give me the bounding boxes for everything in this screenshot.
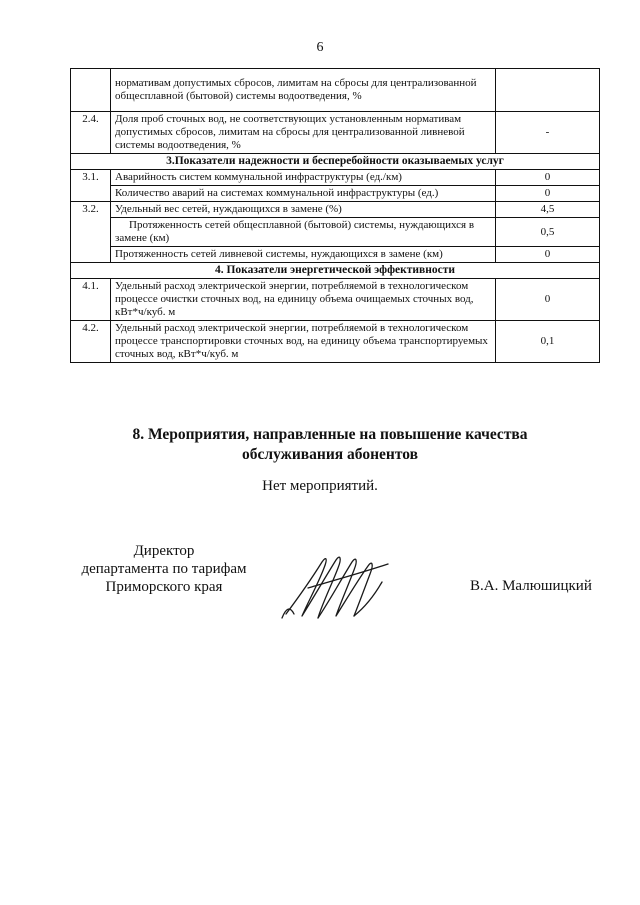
signatory-name: В.А. Малюшицкий (470, 578, 592, 594)
indicators-table (70, 68, 600, 363)
row-number (71, 69, 111, 112)
row-text: Аварийность систем коммунальной инфраструктуры (ед./км) (111, 170, 496, 186)
row-value (496, 69, 600, 112)
row-value: 4,5 (496, 202, 600, 218)
signatory-position (44, 542, 284, 596)
handwritten-signature-icon (278, 548, 398, 626)
section-header-row (71, 263, 600, 279)
row-value: 0 (496, 279, 600, 321)
section-8-title (100, 425, 560, 465)
table-row (71, 321, 600, 363)
position-line: Приморского края (105, 579, 223, 595)
row-text: Доля проб сточных вод, не соответствующих установленным нормативам допустимых сбросов, лимитам на сбросы для централизованной ливневой системы водоотведения, % (111, 112, 496, 154)
table-row (71, 69, 600, 112)
row-text: Удельный расход электрической энергии, потребляемой в технологическом процессе очистки сточных вод, на единицу объема очищаемых сточных вод, кВт*ч/куб. м (111, 279, 496, 321)
position-line: департамента по тарифам (81, 561, 247, 577)
row-number: 3.1. (71, 170, 111, 202)
row-text: Удельный вес сетей, нуждающихся в замене (%) (111, 202, 496, 218)
row-text: нормативам допустимых сбросов, лимитам на сбросы для централизованной общесплавной (бытовой) системы водоотведения, % (111, 69, 496, 112)
position-line: Директор (133, 543, 195, 559)
row-text (111, 218, 496, 247)
row-text: Удельный расход электрической энергии, потребляемой в технологическом процессе транспортировки сточных вод, на единицу объема транспортируемых сточных вод, кВт*ч/куб. м (111, 321, 496, 363)
row-value: 0 (496, 186, 600, 202)
section-header-row (71, 154, 600, 170)
section-title: 4. Показатели энергетической эффективности (71, 263, 600, 279)
table-row (71, 186, 600, 202)
row-text: Количество аварий на системах коммунальной инфраструктуры (ед.) (111, 186, 496, 202)
row-number: 2.4. (71, 112, 111, 154)
row-value: 0 (496, 170, 600, 186)
row-number: 4.2. (71, 321, 111, 363)
section-8-body: Нет мероприятий. (262, 478, 378, 494)
row-value: 0 (496, 247, 600, 263)
row-value: 0,1 (496, 321, 600, 363)
table-row (71, 112, 600, 154)
section-8-title-line2: обслуживания абонентов (242, 446, 418, 463)
row-text-content: Протяженность сетей общесплавной (бытовой) системы, нуждающихся в замене (км) (115, 219, 475, 244)
section-8-title-line1: 8. Мероприятия, направленные на повышение качества (132, 426, 528, 443)
row-value: - (496, 112, 600, 154)
table-row (71, 279, 600, 321)
page-number: 6 (316, 40, 324, 55)
row-value: 0,5 (496, 218, 600, 247)
section-title: 3.Показатели надежности и бесперебойности оказываемых услуг (71, 154, 600, 170)
row-number: 4.1. (71, 279, 111, 321)
row-number: 3.2. (71, 202, 111, 263)
table-row (71, 170, 600, 186)
row-text: Протяженность сетей ливневой системы, нуждающихся в замене (км) (111, 247, 496, 263)
table-row (71, 218, 600, 247)
table-row (71, 202, 600, 218)
table-row (71, 247, 600, 263)
